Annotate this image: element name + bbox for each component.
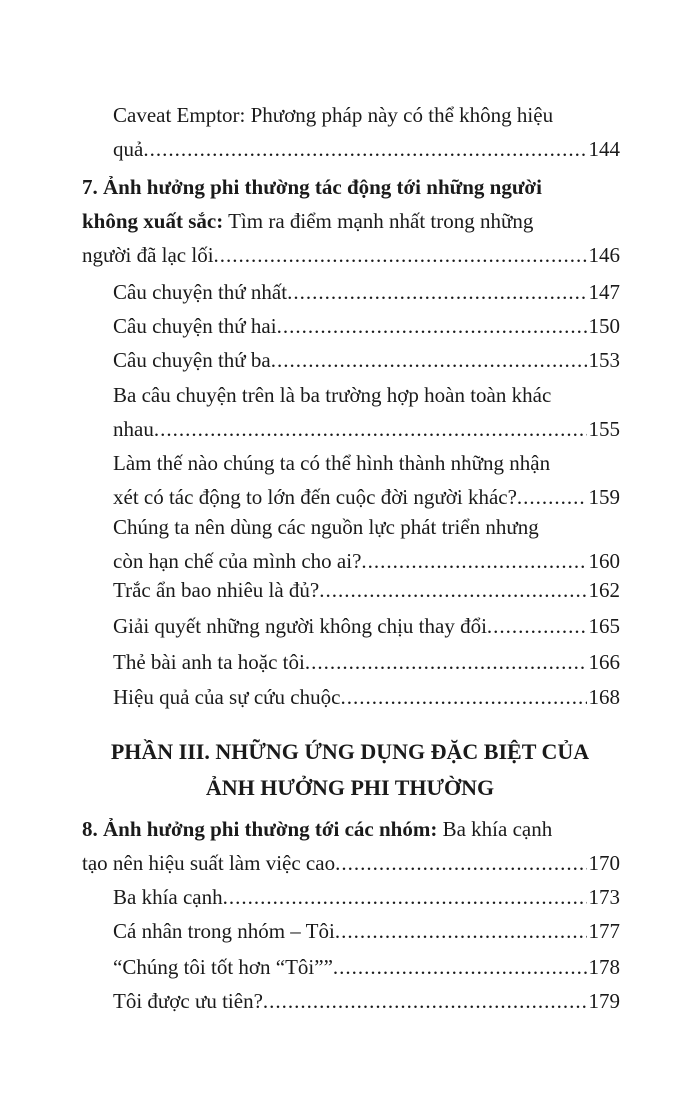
toc-entry (113, 914, 620, 948)
toc-entry (113, 446, 620, 514)
toc-entry-text: quả (113, 137, 144, 161)
page-number: 168 (588, 685, 620, 709)
toc-entry (113, 275, 620, 309)
toc-entry-text: Giải quyết những người không chịu thay đổi (113, 614, 487, 638)
toc-entry (113, 950, 620, 984)
toc-entry (113, 378, 620, 446)
dot-leader (487, 609, 587, 643)
dot-leader (214, 238, 587, 272)
page-number: 179 (588, 989, 620, 1013)
toc-entry-text: Ba khía cạnh (113, 885, 223, 909)
page-number: 170 (588, 851, 620, 875)
toc-entry-text: Làm thế nào chúng ta có thể hình thành những nhận (113, 451, 551, 475)
page-number: 155 (588, 417, 620, 441)
page-number: 147 (588, 280, 620, 304)
page-number: 144 (588, 137, 620, 161)
page-number: 160 (588, 549, 620, 573)
dot-leader (287, 275, 586, 309)
toc-entry-text: Ba câu chuyện trên là ba trường hợp hoàn toàn khác (113, 383, 552, 407)
dot-leader (143, 132, 586, 166)
dot-leader (277, 309, 587, 343)
chapter-subtitle: Ba khía cạnh (437, 817, 553, 841)
toc-entry (113, 645, 620, 679)
chapter-title: 7. Ảnh hưởng phi thường tác động tới những người (82, 175, 542, 199)
toc-entry-text: Caveat Emptor: Phương pháp này có thể không hiệu (113, 103, 554, 127)
page-number: 162 (588, 578, 620, 602)
toc-entry-text: Hiệu quả của sự cứu chuộc (113, 685, 341, 709)
toc-entry-text: Câu chuyện thứ nhất (113, 280, 288, 304)
part-heading-line-1: PHẦN III. NHỮNG ỨNG DỤNG ĐẶC BIỆT CỦA (110, 739, 590, 764)
dot-leader (154, 412, 587, 446)
toc-entry (113, 680, 620, 714)
toc-entry-text: Câu chuyện thứ hai (113, 314, 277, 338)
toc-entry (113, 609, 620, 643)
dot-leader (335, 914, 587, 948)
toc-entry (113, 510, 620, 578)
page-number: 173 (588, 885, 620, 909)
page-number: 177 (588, 919, 620, 943)
part-heading-line-2: ẢNH HƯỞNG PHI THƯỜNG (205, 775, 495, 800)
toc-entry-text: “Chúng tôi tốt hơn “Tôi”” (113, 955, 333, 979)
dot-leader (271, 343, 587, 377)
part-heading (60, 734, 640, 806)
toc-entry (113, 573, 620, 607)
toc-entry-text: Câu chuyện thứ ba (113, 348, 271, 372)
dot-leader (305, 645, 587, 679)
page-number: 159 (588, 485, 620, 509)
dot-leader (223, 880, 587, 914)
toc-entry-text: Tôi được ưu tiên? (113, 989, 263, 1013)
toc-entry (113, 343, 620, 377)
toc-chapter-8 (82, 812, 620, 880)
page-number: 153 (588, 348, 620, 372)
toc-entry-text: Cá nhân trong nhóm – Tôi (113, 919, 335, 943)
page-number: 178 (588, 955, 620, 979)
dot-leader (517, 480, 587, 514)
toc-entry-text: Trắc ẩn bao nhiêu là đủ? (113, 578, 320, 602)
dot-leader (335, 846, 586, 880)
toc-entry-text: Chúng ta nên dùng các nguồn lực phát triển nhưng (113, 515, 539, 539)
toc-chapter-7 (82, 170, 620, 272)
dot-leader (319, 573, 586, 607)
page-number: 165 (588, 614, 620, 638)
chapter-title-cont: không xuất sắc: (82, 209, 224, 233)
toc-entry (113, 880, 620, 914)
dot-leader (333, 950, 587, 984)
toc-entry-text: còn hạn chế của mình cho ai? (113, 549, 362, 573)
toc-entry-caveat-emptor (113, 98, 620, 166)
chapter-title: 8. Ảnh hưởng phi thường tới các nhóm: (82, 817, 438, 841)
dot-leader (340, 680, 586, 714)
chapter-subtitle-cont: tạo nên hiệu suất làm việc cao (82, 851, 336, 875)
toc-entry-text: nhau (113, 417, 154, 441)
page-number: 150 (588, 314, 620, 338)
dot-leader (263, 984, 587, 1018)
chapter-subtitle-cont: người đã lạc lối (82, 243, 214, 267)
toc-entry-text: xét có tác động to lớn đến cuộc đời người khác? (113, 485, 517, 509)
toc-entry (113, 309, 620, 343)
page-number: 166 (588, 650, 620, 674)
page-number: 146 (588, 243, 620, 267)
chapter-subtitle: Tìm ra điểm mạnh nhất trong những (223, 209, 534, 233)
toc-entry-text: Thẻ bài anh ta hoặc tôi (113, 650, 305, 674)
toc-entry (113, 984, 620, 1018)
